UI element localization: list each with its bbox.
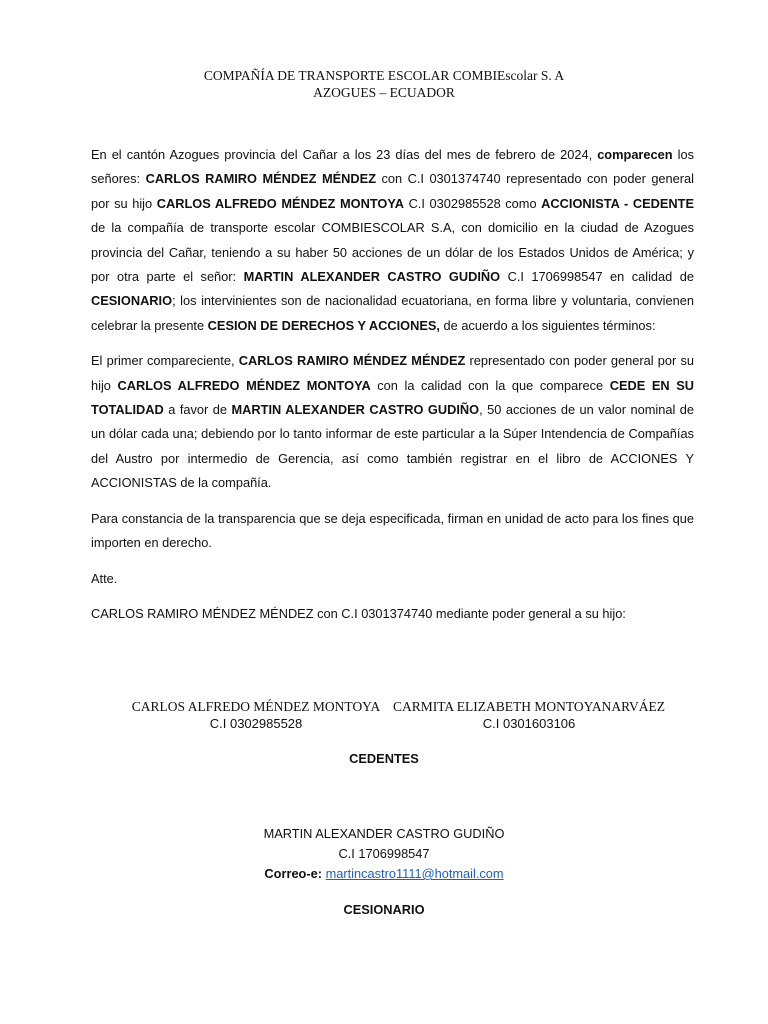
text-span: , 50 acciones de un valor nominal de un dólar cada una; debiendo por lo tanto informar de este particular a la Súper Intendencia de Compañías del Austro por intermedio de Gerencia, así como también registrar en el libro de ACCIONES Y ACCIONISTAS de la compañía. bbox=[91, 402, 695, 491]
paragraph-transfer bbox=[91, 349, 694, 495]
text-span: representado con poder general por su hijo bbox=[91, 353, 695, 393]
signer-block bbox=[388, 698, 670, 732]
bold-span: MARTIN ALEXANDER CASTRO GUDIÑO bbox=[231, 402, 480, 418]
signer-id: C.I 0301603106 bbox=[482, 716, 576, 731]
text-span: a favor de bbox=[163, 402, 232, 418]
bold-span: CARLOS ALFREDO MÉNDEZ MONTOYA bbox=[156, 195, 404, 211]
text-span: los señores: bbox=[91, 147, 694, 187]
signer-block bbox=[108, 698, 404, 732]
bold-span: CARLOS RAMIRO MÉNDEZ MÉNDEZ bbox=[238, 353, 466, 369]
document-header bbox=[0, 67, 768, 101]
company-location: AZOGUES – ECUADOR bbox=[313, 85, 455, 100]
email-label: Correo-e: bbox=[264, 866, 323, 881]
cesionario-block bbox=[0, 824, 768, 884]
company-title: COMPAÑÍA DE TRANSPORTE ESCOLAR COMBIEscolar S. A bbox=[203, 68, 565, 83]
bold-span: CESION DE DERECHOS Y ACCIONES, bbox=[207, 317, 440, 333]
text-span: de la compañía de transporte escolar COMBIESCOLAR S.A, con domicilio en la ciudad de Azogues provincia del Cañar, teniendo a su haber 50 acciones de un dólar de los Estados Unidos de América; y por otra parte el señor: bbox=[91, 220, 694, 285]
signer-name: CARMITA ELIZABETH MONTOYANARVÁEZ bbox=[392, 699, 666, 714]
cesionario-id: C.I 1706998547 bbox=[338, 846, 430, 861]
text-span: C.I 1706998547 en calidad de bbox=[500, 269, 694, 285]
cesionario-name: MARTIN ALEXANDER CASTRO GUDIÑO bbox=[263, 826, 505, 841]
paragraph-atte: Atte. bbox=[91, 570, 118, 586]
text-span: El primer compareciente, bbox=[91, 353, 239, 369]
bold-span: ACCIONISTA - CEDENTE bbox=[541, 195, 694, 211]
document-body bbox=[91, 143, 694, 637]
text-span: de acuerdo a los siguientes términos: bbox=[439, 317, 656, 333]
bold-span: MARTIN ALEXANDER CASTRO GUDIÑO bbox=[243, 269, 501, 285]
signer-id: C.I 0302985528 bbox=[209, 716, 303, 731]
text-span: con C.I 0301374740 representado con poder general por su hijo bbox=[91, 171, 695, 211]
bold-span: CEDE EN SU TOTALIDAD bbox=[91, 377, 695, 418]
cesionario-email-row bbox=[0, 864, 768, 884]
text-span: ; los intervinientes son de nacionalidad ecuatoriana, en forma libre y voluntaria, convienen celebrar la presente bbox=[91, 293, 694, 333]
signer-name: CARLOS ALFREDO MÉNDEZ MONTOYA bbox=[131, 699, 381, 714]
cedentes-label: CEDENTES bbox=[349, 751, 419, 766]
email-link[interactable]: martincastro1111@hotmail.com bbox=[325, 866, 504, 881]
paragraph-power-of-attorney: CARLOS RAMIRO MÉNDEZ MÉNDEZ con C.I 0301374740 mediante poder general a su hijo: bbox=[91, 605, 626, 621]
paragraph-intro bbox=[91, 143, 694, 338]
text-span: En el cantón Azogues provincia del Cañar a los 23 días del mes de febrero de 2024, bbox=[91, 147, 598, 162]
bold-span: comparecen bbox=[597, 147, 673, 162]
bold-span: CARLOS ALFREDO MÉNDEZ MONTOYA bbox=[117, 377, 371, 393]
paragraph-constancia: Para constancia de la transparencia que se deja especificada, firman en unidad de acto para los fines que importen en derecho. bbox=[91, 510, 694, 551]
text-span: con la calidad con la que comparece bbox=[370, 377, 610, 393]
bold-span: CARLOS RAMIRO MÉNDEZ MÉNDEZ bbox=[145, 171, 377, 187]
bold-span: CESIONARIO bbox=[91, 293, 173, 309]
text-span: C.I 0302985528 como bbox=[403, 195, 542, 211]
cesionario-title: CESIONARIO bbox=[343, 902, 425, 917]
